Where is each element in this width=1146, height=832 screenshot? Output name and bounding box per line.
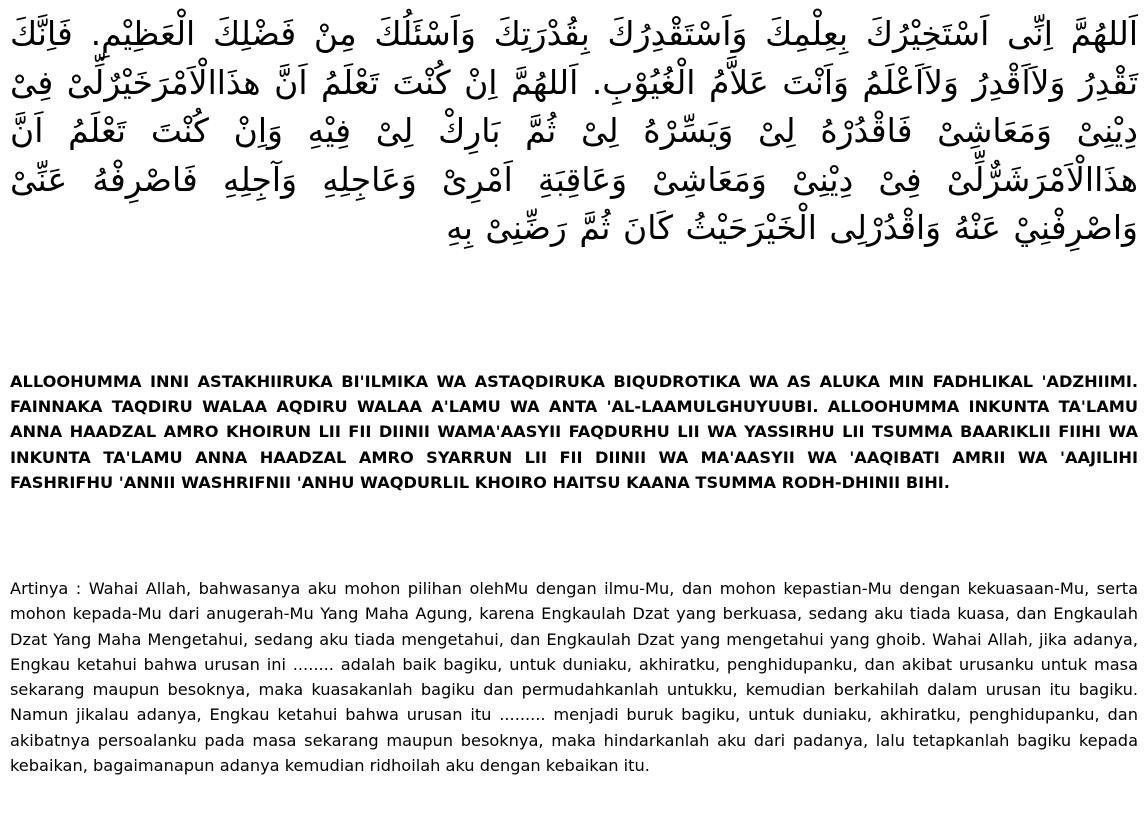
meaning-text: Artinya : Wahai Allah, bahwasanya aku mohon pilihan olehMu dengan ilmu-Mu, dan mohon kepastian-Mu dengan kekuasaan-Mu, serta mohon kepada-Mu dari anugerah-Mu Yang Maha Agung, karena Engkaulah Dzat yang berkuasa, sedang aku tiada kuasa, dan Engkaulah Dzat Yang Maha Mengetahui, sedang aku tiada mengetahui, dan Engkaulah Dzat yang mengetahui yang ghoib. Wahai Allah, jika adanya, Engkau ketahui bahwa urusan ini ........ adalah baik bagiku, untuk duniaku, akhiratku, penghidupanku, dan akibat urusanku untuk masa sekarang maupun besoknya, maka kuasakanlah bagiku dan permudahkanlah untukku, kemudian berkahilah dalam urusan itu bagiku. Namun jikalau adanya, Engkau ketahui bahwa urusan itu ......... menjadi buruk bagiku, untuk duniaku, akhiratku, penghidupanku, dan akibatnya persoalanku pada masa sekarang maupun besoknya, maka hindarkanlah aku dari padanya, lalu tetapkanlah bagiku kepada kebaikan, bagaimanapun adanya kemudian ridhoilah aku dengan kebaikan itu. (10, 579, 1138, 776)
transliteration-text: ALLOOHUMMA INNI ASTAKHIIRUKA BI'ILMIKA WA ASTAQDIRUKA BIQUDROTIKA WA AS ALUKA MIN FADHLIKAL 'ADZHIIMI. FAINNAKA TAQDIRU WALAA AQDIRU WALAA A'LAMU WA ANTA 'AL-LAAMULGHUYUUBI. ALLOOHUMMA INKUNTA TA'LAMU ANNA HAADZAL AMRO KHOIRUN LII FII DIINII WAMA'AASYII FAQDURHU LII WA YASSIRHU LII TSUMMA BAARIKLII FIIHI WA INKUNTA TA'LAMU ANNA HAADZAL AMRO SYARRUN LII FII DIINII WA MA'AASYII WA 'AAQIBATI AMRII WA 'AAJILIHI FASHRIFHU 'ANNII WASHRIFNII 'ANHU WAQDURLIL KHOIRO HAITSU KAANA TSUMMA RODH-DHINII BIHI. (10, 372, 1138, 492)
arabic-prayer-text: اَللهُمَّ اِنِّى اَسْتَخِيْرُكَ بِعِلْمِكَ وَاَسْتَقْدِرُكَ بِقُدْرَتِكَ وَاَسْئَلُكَ مِنْ فَضْلِكَ الْعَظِيْمِ. فَاِنَّكَ تَقْدِرُ وَلاَاَقْدِرُ وَلاَاَعْلَمُ وَاَنْتَ عَلاَّمُ الْغُيُوْبِ. اَللهُمَّ اِنْ كُنْتَ تَعْلَمُ اَنَّ هذَاالْاَمْرَخَيْرٌلِّىْ فِىْ دِيْنِىْ وَمَعَاشِىْ فَاقْدُرْهُ لِىْ وَيَسِّرْهُ لِىْ ثُمَّ بَارِكْ لِىْ فِيْهِ وَاِنْ كُنْتَ تَعْلَمُ اَنَّ هذَاالْاَمْرَشَرٌّلِّىْ فِىْ دِيْنِىْ وَمَعَاشِىْ وَعَاقِبَةِ اَمْرِىْ وَعَاجِلِهِ وَآجِلِهِ فَاصْرِفْهُ عَنِّىْ وَاصْرِفْنِيْ عَنْهُ وَاقْدُرْلِى الْخَيْرَحَيْثُ كَانَ ثُمَّ رَضِّنِىْ بِهِ (10, 14, 1138, 247)
